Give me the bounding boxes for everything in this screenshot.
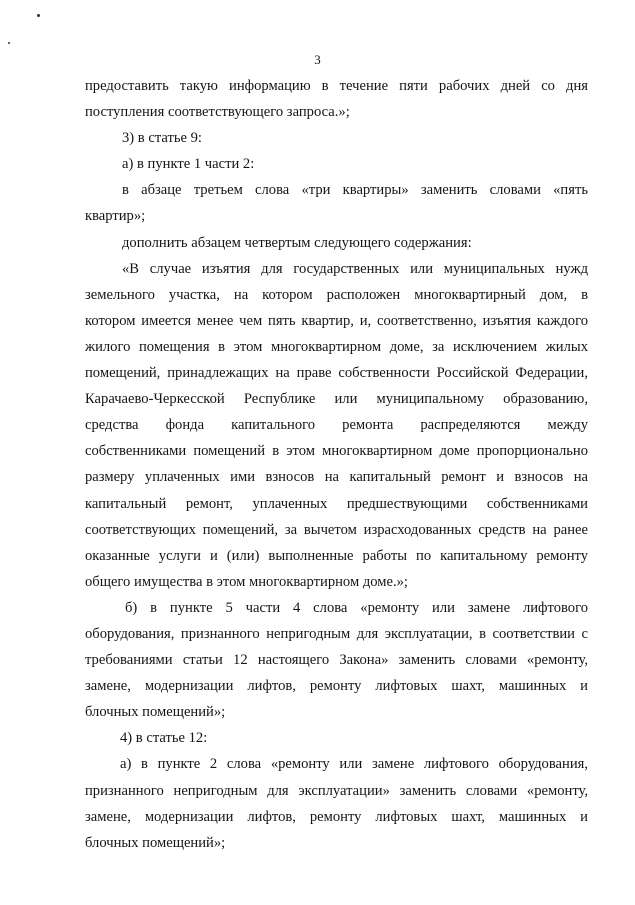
- text-line: блочных помещений»;: [85, 704, 226, 721]
- text-line: общего имущества в этом многоквартирном доме.»;: [85, 573, 408, 590]
- text-line: котором имеется менее чем пять квартир, и, соответственно, изъятия каждого: [85, 312, 588, 329]
- text-line: б) в пункте 5 части 4 слова «ремонту или замене лифтового: [125, 599, 588, 616]
- text-line: оборудования, признанного непригодным для эксплуатации, в соответствии с: [85, 625, 588, 642]
- text-line: квартир»;: [85, 208, 146, 225]
- text-line: «В случае изъятия для государственных или муниципальных нужд: [122, 260, 588, 277]
- text-line: а) в пункте 1 части 2:: [122, 156, 255, 173]
- text-line: поступления соответствующего запроса.»;: [85, 104, 350, 121]
- text-line: Карачаево-Черкесской Республике или муниципальному образованию,: [85, 391, 588, 408]
- text-line: требованиями статьи 12 настоящего Закона» заменить словами «ремонту,: [85, 652, 588, 669]
- text-line: 4) в статье 12:: [120, 730, 208, 747]
- text-line: оказанные услуги и (или) выполненные работы по капитальному ремонту: [85, 547, 588, 564]
- text-line: земельного участка, на котором расположен многоквартирный дом, в: [85, 286, 588, 303]
- text-line: капитальный ремонт, уплаченных предшествующими собственниками: [85, 495, 588, 512]
- text-line: в абзаце третьем слова «три квартиры» заменить словами «пять: [122, 182, 588, 199]
- text-line: замене, модернизации лифтов, ремонту лифтовых шахт, машинных и: [85, 808, 588, 825]
- page-number: 3: [314, 52, 321, 67]
- text-line: жилого помещения в этом многоквартирном доме, за исключением жилых: [85, 338, 588, 355]
- text-line: блочных помещений»;: [85, 834, 226, 851]
- document-text: [85, 73, 588, 856]
- scan-speck: [8, 42, 10, 44]
- text-line: размеру уплаченных ими взносов на капитальный ремонт и взносов на: [85, 469, 588, 486]
- text-line: признанного непригодным для эксплуатации» заменить словами «ремонту,: [85, 782, 588, 799]
- text-line: соответствующих помещений, за вычетом израсходованных средств на ранее: [85, 521, 588, 538]
- text-line: замене, модернизации лифтов, ремонту лифтовых шахт, машинных и: [85, 678, 588, 695]
- text-line: а) в пункте 2 слова «ремонту или замене лифтового оборудования,: [120, 756, 588, 773]
- text-line: средства фонда капитального ремонта распределяются между: [85, 417, 588, 434]
- text-line: предоставить такую информацию в течение пяти рабочих дней со дня: [85, 78, 588, 94]
- scan-speck: [37, 14, 40, 17]
- text-line: помещений, принадлежащих на праве собственности Российской Федерации,: [85, 365, 588, 382]
- text-line: 3) в статье 9:: [122, 130, 202, 147]
- text-line: дополнить абзацем четвертым следующего содержания:: [122, 234, 472, 251]
- text-line: собственниками помещений в этом многоквартирном доме пропорционально: [85, 443, 588, 460]
